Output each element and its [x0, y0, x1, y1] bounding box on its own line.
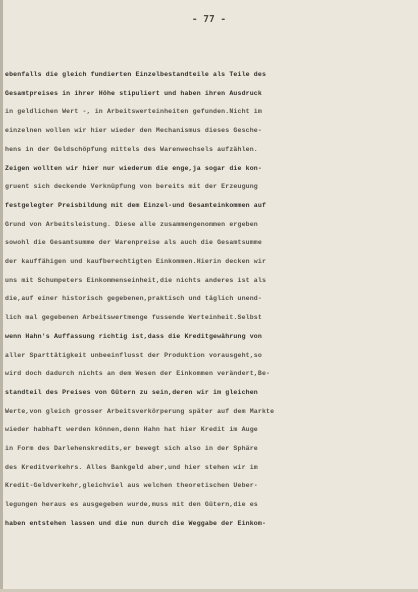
page-number: - 77 -: [191, 14, 227, 25]
text-line: des Kreditverkehrs. Alles Bankgeld aber,und hier stehen wir im: [5, 463, 258, 471]
text-line: festgelegter Preisbildung mit dem Einzel-und Gesamteinkommen auf: [5, 201, 267, 209]
text-line: wenn Hahn's Auffassung richtig ist,dass die Kreditgewährung von: [5, 332, 262, 340]
text-line: ebenfalls die gleich fundierten Einzelbestandteile als Teile des: [5, 71, 267, 78]
text-line: legungen heraus es ausgegeben wurde,muss mit den Gütern,die es: [5, 501, 258, 509]
text-line: Werte,von gleich grosser Arbeitsverkörperung später auf dem Markte: [5, 407, 275, 415]
text-line: hens in der Geldschöpfung mittels des Warenwechsels aufzählen.: [5, 145, 258, 153]
text-line: in Form des Darlehenskredits,er bewegt sich also in der Sphäre: [5, 445, 258, 453]
text-line: sowohl die Gesamtsumme der Warenpreise als auch die Gesamtsumme: [5, 239, 262, 247]
text-line: einzelnen wollen wir hier wieder den Mechanismus dieses Gesche-: [5, 127, 262, 135]
text-line: aller Sparttätigkeit unbeeinflusst der Produktion vorausgeht,so: [5, 351, 262, 359]
text-line: wird doch dadurch nichts an dem Wesen der Einkommen verändert,Be-: [5, 370, 271, 378]
text-line: gruent sich deckende Verknüpfung von bereits mit der Erzeugung: [5, 183, 258, 191]
text-line: haben entstehen lassen und die nun durch die Weggabe der Einkom-: [5, 519, 267, 527]
text-line: uns mit Schumpeters Einkommenseinheit,die nichts anderes ist als: [5, 276, 267, 284]
text-line: wieder habhaft werden können,denn Hahn hat hier Kredit im Auge: [5, 426, 258, 434]
text-line: standteil des Preises von Gütern zu sein,deren wir im gleichen: [5, 388, 258, 396]
text-line: in geldlichen Wert -, in Arbeitswerteinheiten gefunden.Nicht im: [5, 108, 262, 116]
typed-text-body: [5, 66, 413, 534]
page-edge-shadow: [0, 0, 3, 592]
text-line: lich mal gegebenen Arbeitswertmenge fussende Werteinheit.Selbst: [5, 314, 262, 322]
text-line: Kredit-Geldverkehr,gleichviel aus welchen theoretischen Ueber-: [5, 482, 258, 490]
text-line: Gesamtpreises in ihrer Höhe stipuliert und haben ihren Ausdruck: [5, 89, 262, 97]
text-line: die,auf einer historisch gegebenen,praktisch und täglich unend-: [5, 295, 262, 303]
text-line: Grund von Arbeitsleistung. Diese alle zusammengenommen ergeben: [5, 220, 258, 228]
text-line: der kauffähigen und kaufberechtigten Einkommen.Hierin decken wir: [5, 258, 267, 266]
text-line: Zeigen wollten wir hier nur wiederum die enge,ja sogar die kon-: [5, 164, 262, 172]
